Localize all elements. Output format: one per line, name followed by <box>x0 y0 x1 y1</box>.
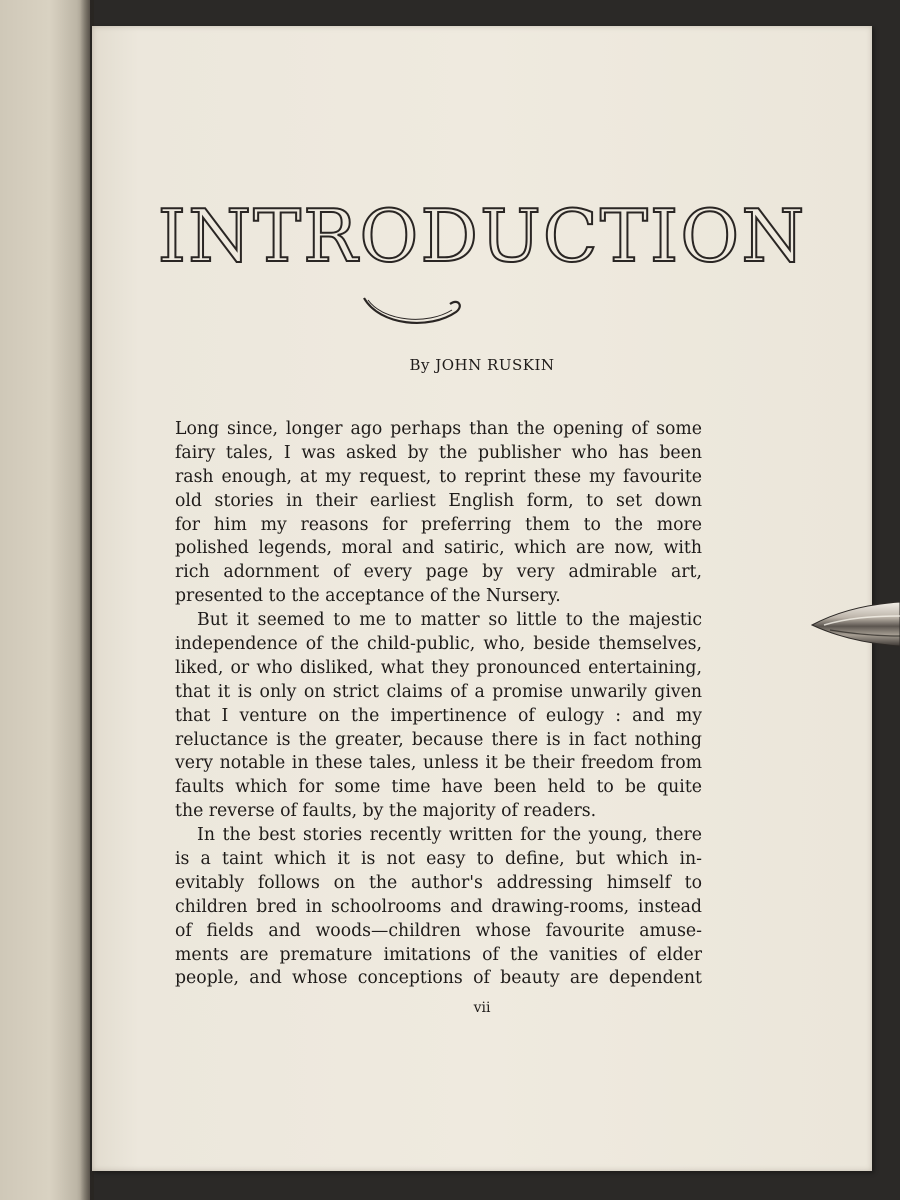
introduction-text <box>175 418 702 991</box>
paragraph <box>175 609 702 824</box>
text-line: evitably follows on the author's addressing himself to <box>175 872 702 893</box>
text-line: But it seemed to me to matter so little to the majestic <box>197 610 702 631</box>
text-line: the reverse of faults, by the majority of readers. <box>175 801 597 822</box>
page-title: INTRODUCTION <box>157 194 807 278</box>
metal-pointer-tip <box>810 600 900 648</box>
paragraph <box>175 824 702 991</box>
text-line: fairy tales, I was asked by the publisher who has been <box>175 442 702 463</box>
left-page-edge <box>0 0 90 1200</box>
text-line: rash enough, at my request, to reprint these my favourite <box>175 466 702 487</box>
text-line: presented to the acceptance of the Nursery. <box>175 586 561 607</box>
text-line: old stories in their earliest English form, to set down <box>175 490 702 511</box>
text-line: is a taint which it is not easy to define, but which in- <box>175 849 702 870</box>
page-number: vii <box>473 1000 491 1016</box>
text-line: rich adornment of every page by very admirable art, <box>175 562 702 583</box>
text-line: liked, or who disliked, what they pronounced entertaining, <box>175 657 702 678</box>
text-line: children bred in schoolrooms and drawing-rooms, instead <box>175 896 702 917</box>
author-byline: By JOHN RUSKIN <box>409 356 555 374</box>
text-line: polished legends, moral and satiric, which are now, with <box>175 538 702 559</box>
text-line: ments are premature imitations of the vanities of elder <box>175 944 702 965</box>
text-line: faults which for some time have been held to be quite <box>175 777 702 798</box>
text-line: In the best stories recently written for the young, there <box>197 825 702 846</box>
text-line: Long since, longer ago perhaps than the opening of some <box>175 419 702 439</box>
text-line: that it is only on strict claims of a promise unwarily given <box>175 681 702 702</box>
text-line: that I venture on the impertinence of eulogy : and my <box>175 705 702 726</box>
text-line: independence of the child-public, who, beside themselves, <box>175 634 702 655</box>
text-line: people, and whose conceptions of beauty are dependent <box>175 968 702 989</box>
text-line: very notable in these tales, unless it be their freedom from <box>175 753 702 774</box>
title-flourish <box>360 292 470 332</box>
text-line: of fields and woods—children whose favourite amuse- <box>175 920 702 941</box>
text-line: reluctance is the greater, because there is in fact nothing <box>175 729 702 750</box>
paragraph <box>175 418 702 609</box>
text-line: for him my reasons for preferring them to the more <box>175 514 702 535</box>
